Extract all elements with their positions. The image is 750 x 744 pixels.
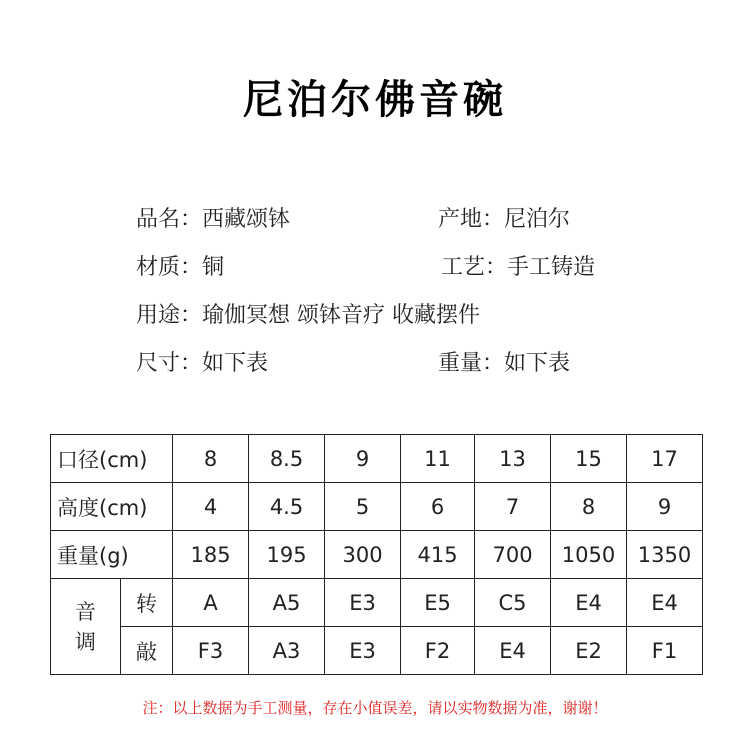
table-cell: 185 <box>173 531 249 579</box>
row-height <box>51 483 703 531</box>
table-cell: F3 <box>173 627 249 675</box>
table-cell: 4.5 <box>249 483 325 531</box>
tone-label-char: 音 <box>75 599 96 624</box>
table-cell: A5 <box>249 579 325 627</box>
table-cell: 8 <box>551 483 627 531</box>
row-tone-turn <box>51 579 703 627</box>
table-cell: E2 <box>551 627 627 675</box>
row-diameter <box>51 435 703 483</box>
info-weight: 重量：如下表 <box>438 351 571 376</box>
table-cell: 300 <box>325 531 401 579</box>
table-cell: A3 <box>249 627 325 675</box>
table-cell: 5 <box>325 483 401 531</box>
page-title: 尼泊尔佛音碗 <box>243 77 507 123</box>
info-material: 材质：铜 <box>136 255 225 280</box>
info-craft: 工艺：手工铸造 <box>441 255 596 280</box>
table-cell: 11 <box>401 435 475 483</box>
table-cell: E4 <box>627 579 703 627</box>
table-cell: 17 <box>627 435 703 483</box>
table-cell: C5 <box>475 579 551 627</box>
table-cell: 415 <box>401 531 475 579</box>
table-cell: F1 <box>627 627 703 675</box>
table-cell: 9 <box>627 483 703 531</box>
table-cell: 7 <box>475 483 551 531</box>
row-label: 重量(g) <box>51 531 173 579</box>
table-cell: F2 <box>401 627 475 675</box>
info-usage: 用途：瑜伽冥想 颂钵音疗 收藏摆件 <box>136 303 480 328</box>
table-cell: 4 <box>173 483 249 531</box>
table-cell: 15 <box>551 435 627 483</box>
table-cell: 8 <box>173 435 249 483</box>
table-cell: 195 <box>249 531 325 579</box>
table-cell: E5 <box>401 579 475 627</box>
row-tone-strike <box>51 627 703 675</box>
info-name: 品名：西藏颂钵 <box>136 207 291 232</box>
footnote: 注：以上数据为手工测量，存在小值误差，请以实物数据为准，谢谢！ <box>142 699 608 717</box>
spec-table <box>50 434 703 675</box>
table-cell: 9 <box>325 435 401 483</box>
table-cell: E4 <box>551 579 627 627</box>
table-cell: 8.5 <box>249 435 325 483</box>
table-cell: E3 <box>325 579 401 627</box>
table-cell: 6 <box>401 483 475 531</box>
tone-label-char: 调 <box>75 629 96 654</box>
turn-label: 转 <box>121 579 173 627</box>
table-cell: 700 <box>475 531 551 579</box>
row-label: 口径(cm) <box>51 435 173 483</box>
strike-label: 敲 <box>121 627 173 675</box>
tone-label <box>51 579 121 675</box>
row-weight <box>51 531 703 579</box>
row-label: 高度(cm) <box>51 483 173 531</box>
table-cell: 1350 <box>627 531 703 579</box>
table-cell: 1050 <box>551 531 627 579</box>
info-size: 尺寸：如下表 <box>136 351 269 376</box>
table-cell: 13 <box>475 435 551 483</box>
table-cell: A <box>173 579 249 627</box>
table-cell: E4 <box>475 627 551 675</box>
table-cell: E3 <box>325 627 401 675</box>
info-origin: 产地：尼泊尔 <box>438 207 571 232</box>
